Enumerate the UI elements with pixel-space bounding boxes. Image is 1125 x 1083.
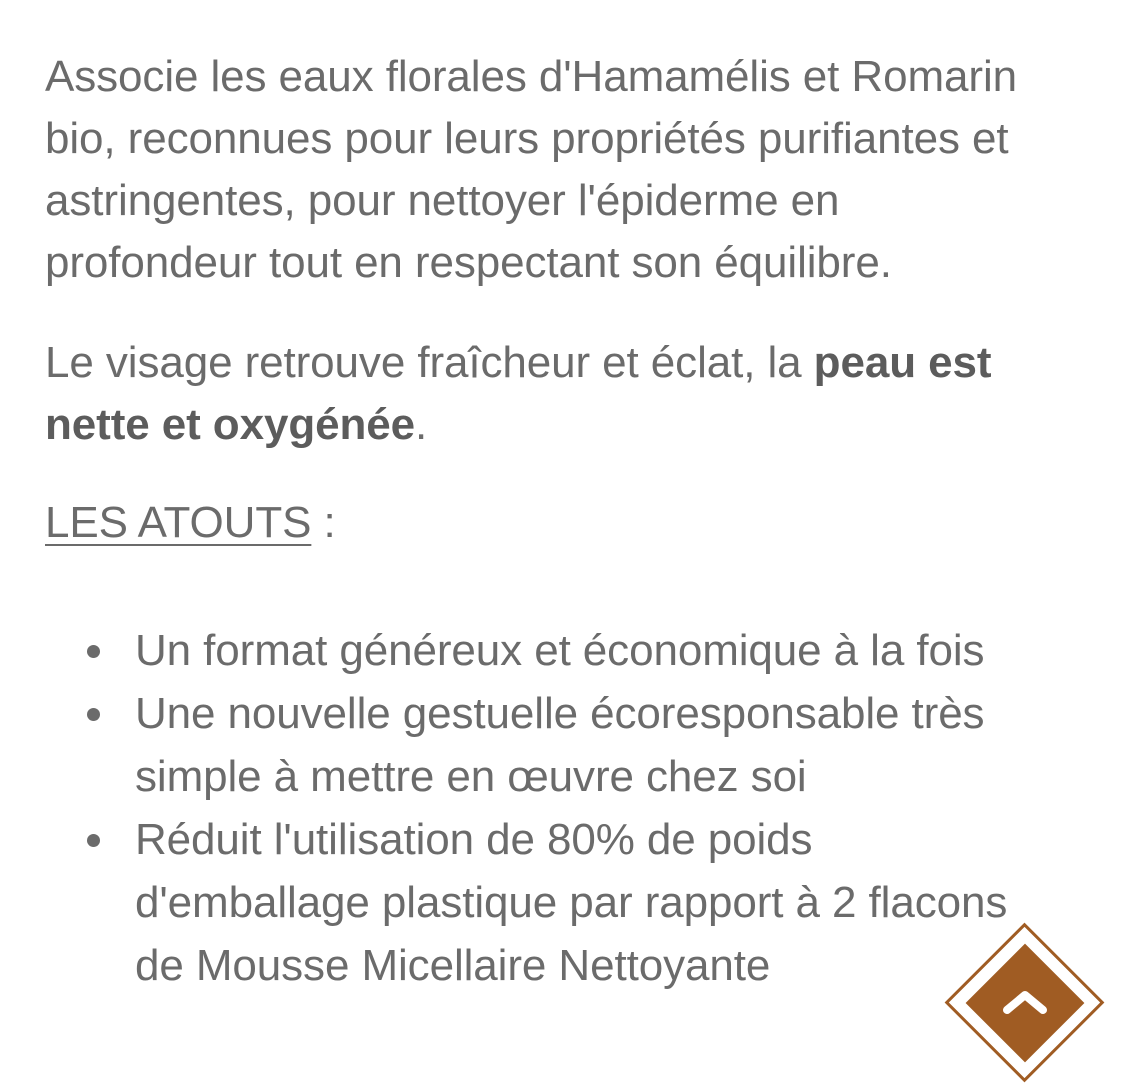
- list-item-label: Réduit l'utilisation de 80% de poids d'emballage plastique par rapport à 2 flacons de Mousse Micellaire Nettoyante: [135, 815, 1008, 990]
- benefits-list: [45, 554, 1050, 997]
- benefits-heading-colon: :: [311, 498, 336, 547]
- description-content: [45, 0, 1050, 997]
- paragraph-2-prefix: Le visage retrouve fraîcheur et éclat, la: [45, 338, 814, 387]
- benefits-heading: [45, 456, 1050, 554]
- list-item-label: Un format généreux et économique à la fois: [135, 626, 985, 675]
- paragraph-2-bold-phrase: peau est nette et oxygénée: [45, 338, 992, 449]
- bullet-point-icon: [87, 645, 100, 658]
- list-item: [45, 682, 1050, 808]
- back-to-top-button[interactable]: [945, 923, 1105, 1083]
- diamond-fill-shape: [966, 944, 1085, 1063]
- benefits-heading-text: LES ATOUTS: [45, 498, 312, 547]
- paragraph-2-suffix: .: [414, 400, 428, 449]
- bullet-point-icon: [87, 708, 100, 721]
- bullet-point-icon: [87, 834, 100, 847]
- description-paragraph-2: [45, 294, 1050, 456]
- list-item: [45, 808, 1050, 997]
- description-paragraph-1: Associe les eaux florales d'Hamamélis et Romarin bio, reconnues pour leurs propriétés purifiantes et astringentes, pour nettoyer l'épiderme en profondeur tout en respectant son équilibre.: [45, 52, 1017, 287]
- list-item-label: Une nouvelle gestuelle écoresponsable très simple à mettre en œuvre chez soi: [135, 689, 985, 801]
- list-item: [45, 619, 1050, 682]
